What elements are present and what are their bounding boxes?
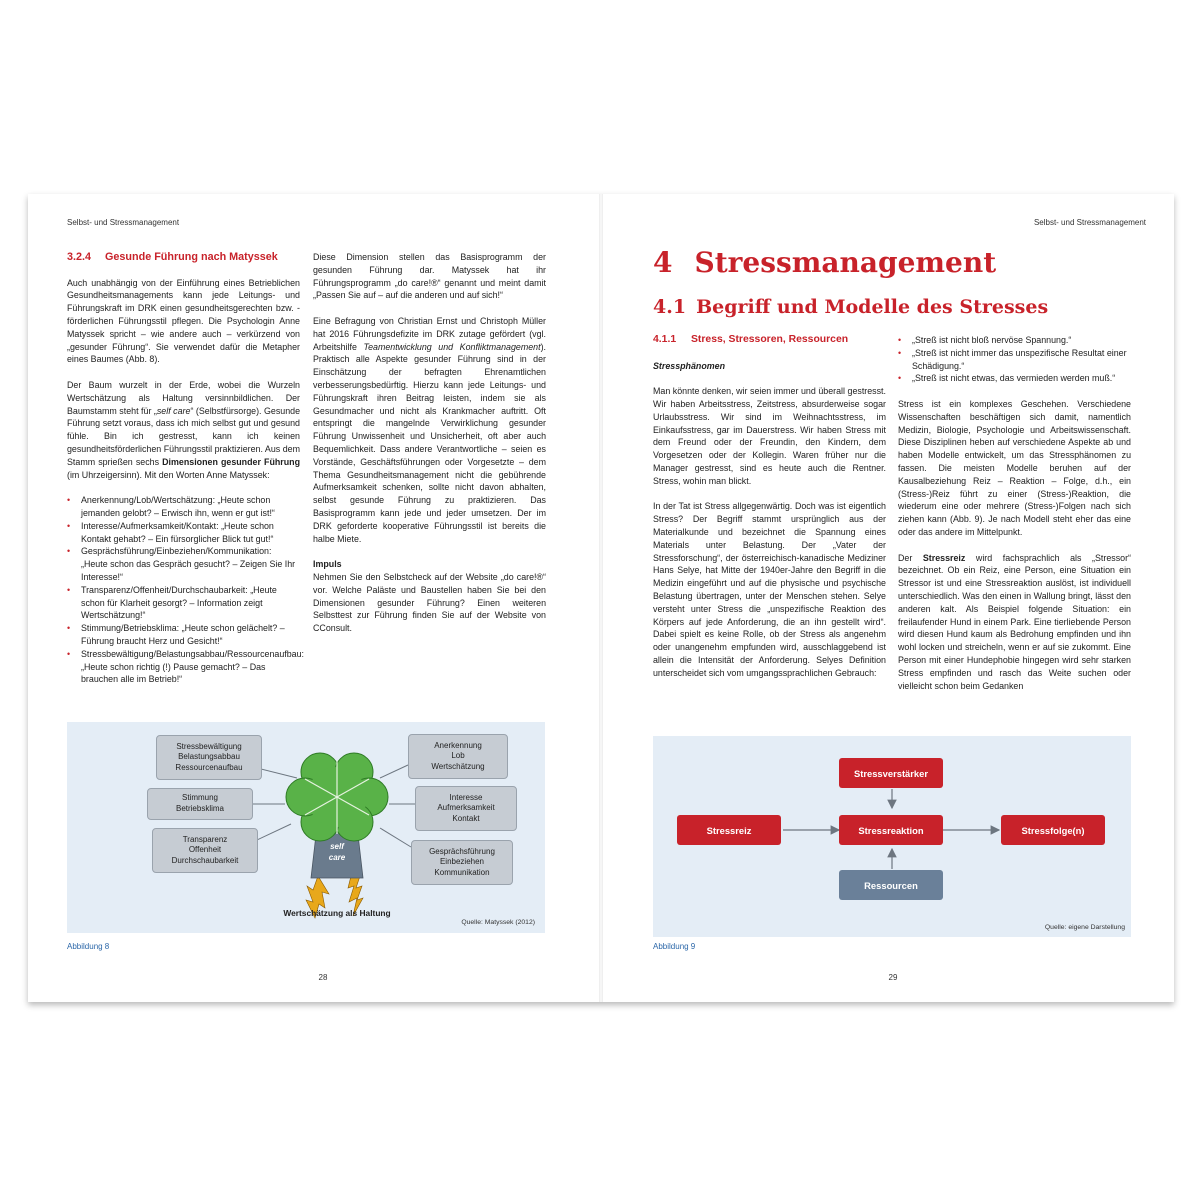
- figure-source: Quelle: Matyssek (2012): [461, 919, 535, 926]
- paragraph: In der Tat ist Stress allgegenwärtig. Doch was ist eigentlich Stress? Der Begriff stammt ursprünglich aus der Materialkunde und bezeichnet die Spannung eines Materials unter Belastung. Der „Vater der Stressforschung“, der österreichisch-kanadische Mediziner Hans Selye, hat Mitte der 1940er-Jahre den Begriff in die Medizin eingeführt und auf die physische und psychische Belastung übertragen, unter der Menschen stehen. Selye versteht unter Stress die „unspezifische Reaktion des Körpers auf jede Anforderung, die an ihn gestellt wird“. Dabei spielt es keine Rolle, ob der Stress als angenehm oder unangenehm empfunden wird, ausschlaggebend ist allein die Intensität der Anforderung. Selyes Definition unterscheidet sich vom umgangssprachlichen Gebrauch:: [653, 501, 886, 678]
- list-item: • Transparenz/Offenheit/Durchschaubarkeit: „Heute schon für Klarheit gesorgt? – Information zeigt Wertschätzung!“: [67, 584, 300, 622]
- dimension-box-stimmung: Stimmung Betriebsklima: [147, 788, 253, 820]
- page-number: 29: [888, 973, 898, 982]
- trunk-label: care: [328, 853, 346, 862]
- paragraph: Man könnte denken, wir seien immer und überall gestresst. Wir haben Arbeitsstress, Zeitstress, absurderweise sogar Urlaubsstress. Wir sind im Weihnachtsstress, im Einkaufsstress, gar im Dauerstress. Wir haben Stress mit dem Freund oder der Freundin, den Kindern, dem Vorgesetzen oder der Kollegin. Waren früher nur die Manager gestresst, sind es heute auch die Rentner. Stress, wohin man blickt.: [653, 386, 886, 486]
- paragraph: Nehmen Sie den Selbstcheck auf der Website „do care!®“ vor. Welche Paläste und Baustellen haben Sie bei den Dimensionen gesunder Führung? Einen weiteren Selbsttest zur Führung finden Sie auf der Website von CConsult.: [313, 571, 546, 634]
- figure-source: Quelle: eigene Darstellung: [1044, 924, 1125, 931]
- dimension-box-anerkennung: Anerkennung Lob Wertschätzung: [408, 734, 508, 779]
- figure-caption: Abbildung 8: [67, 942, 110, 951]
- list-item: • Gesprächsführung/Einbeziehen/Kommunikation: „Heute schon das Gespräch gesucht? – Zeigen Sie Ihr Interesse!“: [67, 545, 300, 583]
- subsection-heading-4-1-1: 4.1.1 Stress, Stressoren, Ressourcen: [653, 334, 849, 345]
- list-item: • „Streß ist nicht bloß nervöse Spannung.“: [898, 334, 1131, 347]
- box-stress-amplifier: Stressverstärker: [839, 758, 943, 788]
- subheading: Stressphänomen: [653, 360, 726, 371]
- box-stress-consequence: Stressfolge(n): [1001, 815, 1105, 845]
- book-spread: [28, 194, 1174, 1002]
- left-column-1: [67, 251, 305, 686]
- section-title-4-1: 4.1 Begriff und Modelle des Stresses: [653, 296, 1049, 318]
- book-fold: [599, 194, 603, 1002]
- list-item: • „Streß ist nicht immer das unspezifische Resultat einer Schädigung.“: [898, 347, 1131, 373]
- list-item: • Anerkennung/Lob/Wertschätzung: „Heute schon jemanden gelobt? – Erwisch ihn, wenn er gut ist!“: [67, 494, 300, 520]
- paragraph: Eine Befragung von Christian Ernst und Christoph Müller hat 2016 Führungsdefizite im DRK zutage gefördert (vgl. Arbeitshilfe Teamentwicklung und Konfliktmanagement). Praktisch alle Aspekte gesunder Führung sind in der Einschätzung der befragten Ehrenamtlichen verbesserungsbedürftig. Hierzu kann jede Leitungs- und Führungskraft ihren Beitrag leisten, indem sie als Gesundmacher und nicht als Krankmacher auftritt. Oft entspringt die mangelnde Verwirklichung gesunder Führung Unwissenheit und Unsicherheit, oft aber auch Bequemlichkeit. Dass andere Verantwortliche – seien es Vorstände, Geschäftsführungen oder Vorgesetzte – dem Thema Gesundheitsmanagement nicht die gebührende Aufmerksamkeit schenken, sollte nicht davon abhalten, selbst gesunde Führung zu praktizieren. Das Basisprogramm kann jede und jeder umsetzen. Der im DRK geforderte kooperative Führungsstil ist bereits die halbe Miete.: [313, 315, 547, 544]
- trunk-label: self: [330, 842, 344, 851]
- chapter-title: 4 Stressmanagement: [653, 246, 997, 279]
- figure-9: [653, 736, 1131, 937]
- paragraph: Stress ist ein komplexes Geschehen. Verschiedene Wissenschaften beschäftigen sich damit, namentlich Medizin, Biologie, Psychologie und Arbeitswissenschaft. Diese Disziplinen heben auf verschiedene Aspekte ab und haben Modelle entwickelt, um das Stressphänomen zu fassen. Die meisten Modelle beruhen auf der Kausalbeziehung Reiz – Reaktion – Folge, d.h., ein (Stress-)Reiz führt zu einer (Stress-)Reaktion, die wiederum eine oder mehrere (Stress-)Folgen nach sich ziehen kann (Abb. 9). Je nach Modell steht eher das eine oder das andere im Mittelpunkt.: [898, 398, 1131, 537]
- list-item: • Stressbewältigung/Belastungsabbau/Ressourcenaufbau: „Heute schon richtig (!) Pause gemacht? – Das brauchen alle im Betrieb!“: [67, 648, 300, 686]
- dimension-box-transparenz: Transparenz Offenheit Durchschaubarkeit: [152, 828, 258, 873]
- dimension-box-stress: Stressbewältigung Belastungsabbau Ressourcenaufbau: [156, 735, 262, 780]
- list-item: • Interesse/Aufmerksamkeit/Kontakt: „Heute schon Kontakt gehabt? – Ein fürsorglicher Blick tut gut!“: [67, 520, 300, 546]
- list-item: • „Streß ist nicht etwas, das vermieden werden muß.“: [898, 372, 1131, 385]
- right-column-1: [653, 334, 886, 692]
- right-running-head: Selbst- und Stressmanagement: [1033, 218, 1146, 227]
- box-stress-reaction: Stressreaktion: [839, 815, 943, 845]
- root-label: Wertschätzung als Haltung: [283, 908, 391, 918]
- list-item: • Stimmung/Betriebsklima: „Heute schon gelächelt? – Führung braucht Herz und Gesicht!“: [67, 622, 300, 648]
- dimension-box-gespraech: Gesprächsführung Einbeziehen Kommunikation: [411, 840, 513, 885]
- right-column-2: [898, 334, 1131, 705]
- impuls-heading: Impuls: [313, 559, 342, 570]
- paragraph: Der Stressreiz wird fachsprachlich als „Stressor“ bezeichnet. Ob ein Reiz, eine Person, eine Situation ein Stressor ist und eine Stressreaktion auslöst, ist individuell unterschiedlich. Was den einen in Wallung bringt, lässt den anderen kalt. Als Beispiel folgende Situation: ein freilaufender Hund in einem Park. Eine tierliebende Person wird diesen Hund kaum als Bedrohung empfinden und ihn wohl locken und streicheln, wenn er auf sie zukommt. Eine Person mit einer Hundephobie hingegen wird sehr starken Stress empfinden und rasch das Weite suchen oder vielleicht schon beim Gedanken: [898, 552, 1131, 691]
- paragraph: Auch unabhängig von der Einführung eines Betrieblichen Gesundheitsmanagements kann jede Leitungs- und Führungskraft im DRK einen gesundheitsgerechten bzw. -förderlichen Führungsstil pflegen. Die Psychologin Anne Matyssek spricht – wie andere auch – verkürzend von „gesunder Führung“. Sie verwendet dafür die Metapher eines Baumes (Abb. 8).: [67, 277, 300, 365]
- figure-8: [67, 722, 545, 933]
- dimension-list: [67, 494, 305, 686]
- left-running-head: Selbst- und Stressmanagement: [67, 218, 180, 227]
- page-number: 28: [318, 973, 328, 982]
- box-stress-stimulus: Stressreiz: [677, 815, 781, 845]
- section-heading-3-2-4: 3.2.4 Gesunde Führung nach Matyssek: [67, 251, 278, 263]
- figure-caption: Abbildung 9: [653, 942, 696, 951]
- paragraph: Diese Dimension stellen das Basisprogramm der gesunden Führung dar. Matyssek hat ihr Führungsprogramm „do care!®“ genannt und meint damit „Passen Sie auf – auf die anderen und auf sich!“: [313, 252, 546, 301]
- selye-quote-list: [898, 334, 1131, 385]
- left-column-2: [313, 251, 546, 648]
- box-resources: Ressourcen: [839, 870, 943, 900]
- paragraph: Der Baum wurzelt in der Erde, wobei die Wurzeln Wertschätzung als Haltung versinnbildlichen. Der Baumstamm steht für „self care“ (Selbstfürsorge). Gesunde Führung setzt voraus, dass ich mich selbst gut und gesund fühle. Bin ich gestresst, kann ich keinen gesundheitsförderlichen Führungsstil praktizieren. Aus dem Stamm sprießen sechs Dimensionen gesunder Führung (im Uhrzeigersinn). Mit den Worten Anne Matyssek:: [67, 379, 301, 480]
- dimension-box-interesse: Interesse Aufmerksamkeit Kontakt: [415, 786, 517, 831]
